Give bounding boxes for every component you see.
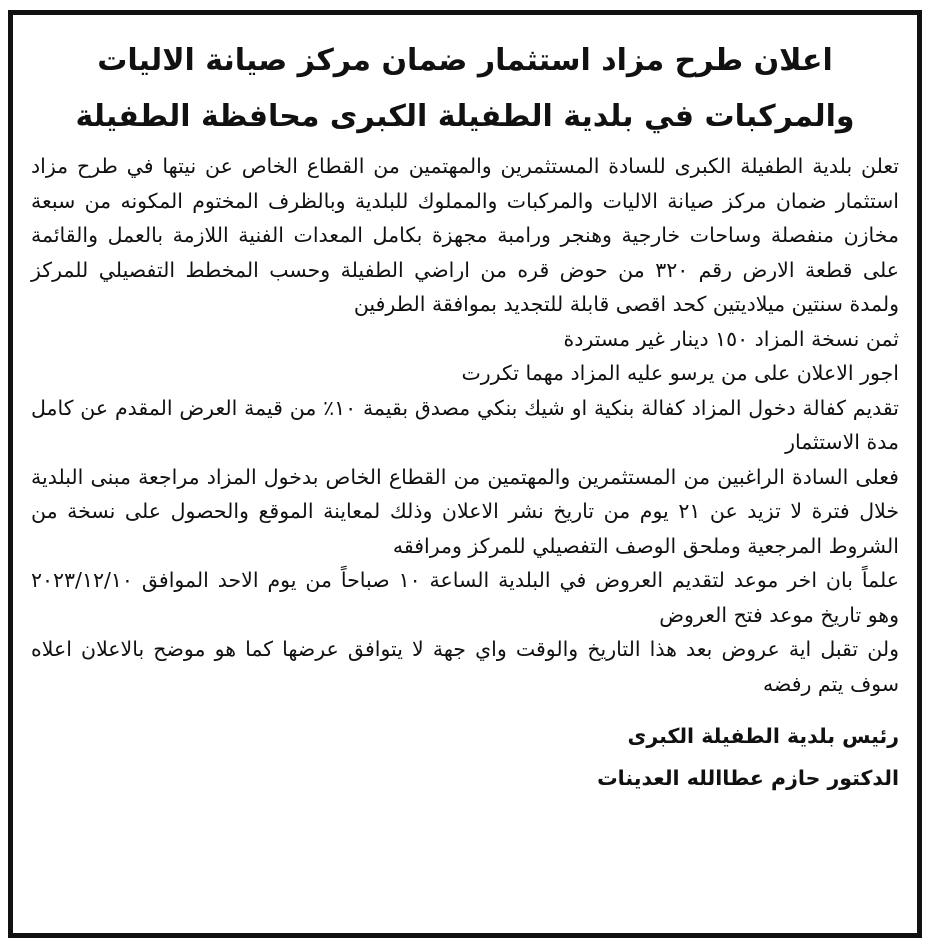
paragraph-ad-fees: اجور الاعلان على من يرسو عليه المزاد مهما تكررت — [461, 361, 899, 385]
paragraph-deadline: علماً بان اخر موعد لتقديم العروض في البلدية الساعة ١٠ صباحاً من يوم الاحد الموافق ٢٠٢٣/١٢/١٠ وهو تاريخ موعد فتح العروض — [31, 568, 899, 627]
announcement-title — [31, 33, 899, 145]
paragraph-rejection: ولن تقبل اية عروض بعد هذا التاريخ والوقت واي جهة لا يتوافق عرضها كما هو موضح بالاعلان اعلاه سوف يتم رفضه — [31, 637, 899, 696]
announcement-title-line-1: اعلان طرح مزاد استثمار ضمان مركز صيانة الاليات — [97, 43, 833, 78]
paragraph-guarantee: تقديم كفالة دخول المزاد كفالة بنكية او شيك بنكي مصدق بقيمة ١٠٪ من قيمة العرض المقدم عن كامل مدة الاستثمار — [31, 395, 899, 454]
advertisement-frame — [8, 10, 922, 938]
signature-name: الدكتور حازم عطاالله العدينات — [597, 766, 899, 790]
signature-block — [31, 715, 899, 799]
announcement-title-line-2: والمركبات في بلدية الطفيلة الكبرى محافظة الطفيلة — [75, 99, 855, 134]
advertisement-content — [13, 15, 917, 799]
paragraph-review: فعلى السادة الراغبين من المستثمرين والمهتمين من القطاع الخاص بدخول المزاد مراجعة مبنى البلدية خلال فترة لا تزيد عن ٢١ يوم من تاريخ نشر الاعلان وذلك لمعاينة الموقع والحصول على نسخة من الشروط المرجعية وملحق الوصف التفصيلي للمركز ومرافقه — [31, 464, 899, 558]
paragraph-intro: تعلن بلدية الطفيلة الكبرى للسادة المستثمرين والمهتمين من القطاع الخاص عن نيتها في طرح مزاد استثمار ضمان مركز صيانة الاليات والمركبات والمملوك للبلدية وبالظرف المختوم المكونه من سبعة مخازن منفصلة وساحات خارجية وهنجر ورامبة مجهزة بكامل المعدات الفنية اللازمة بالعمل والقائمة على قطعة الارض رقم ٣٢٠ من حوض قره من اراضي الطفيلة وحسب المخطط التفصيلي للمركز ولمدة سنتين ميلاديتين كحد اقصى قابلة للتجديد بموافقة الطرفين — [31, 154, 899, 316]
signature-position: رئيس بلدية الطفيلة الكبرى — [627, 724, 899, 748]
paragraph-copy-price: ثمن نسخة المزاد ١٥٠ دينار غير مستردة — [563, 326, 899, 351]
